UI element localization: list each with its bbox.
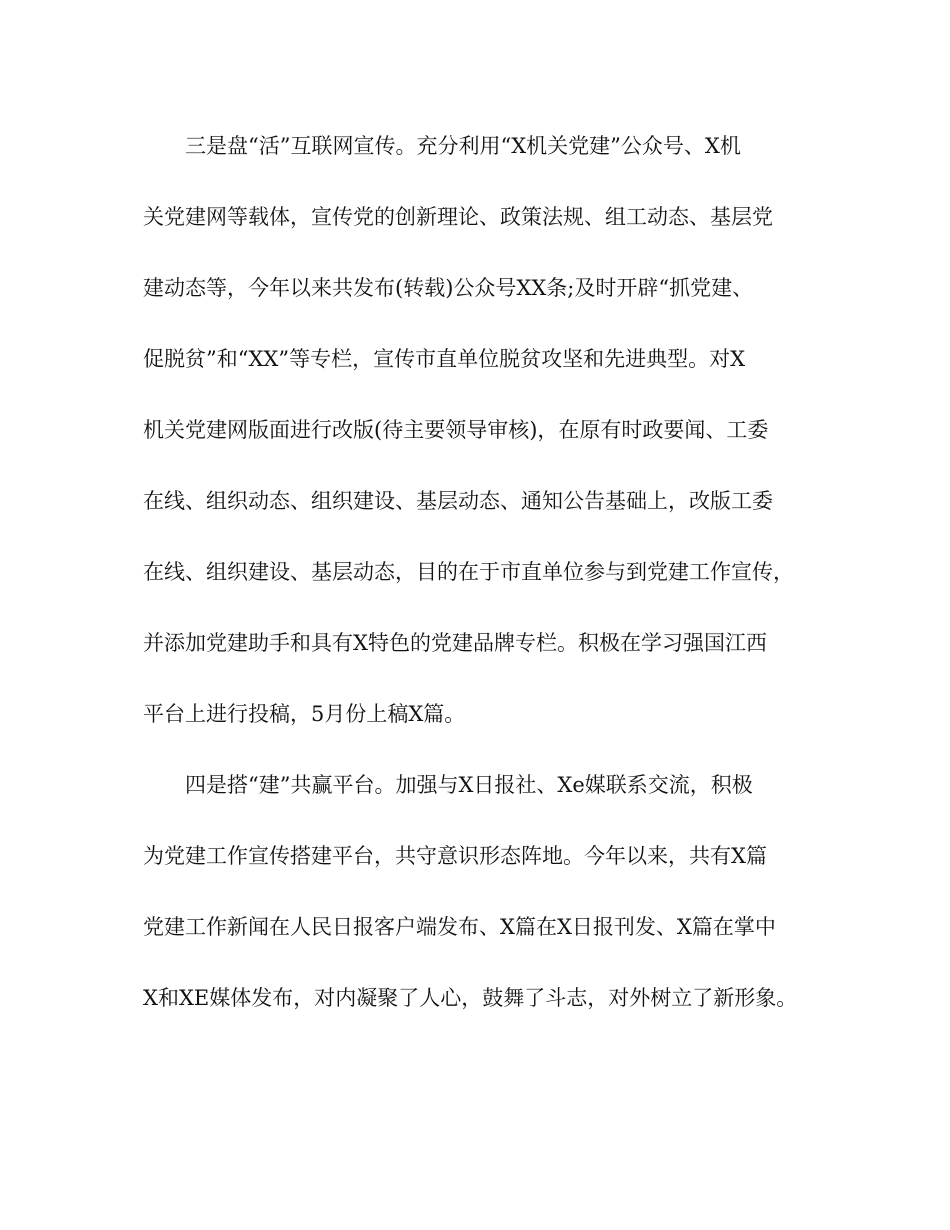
paragraph-1-line-3: 建动态等，今年以来共发布(转载)公众号XX条;及时开辟“抓党建、: [143, 276, 754, 300]
paragraph-1-line-7: 在线、组织建设、基层动态，目的在于市直单位参与到党建工作宣传，: [143, 560, 794, 584]
paragraph-1-line-6: 在线、组织动态、组织建设、基层动态、通知公告基础上，改版工委: [143, 489, 773, 513]
paragraph-1-line-8: 并添加党建助手和具有X特色的党建品牌专栏。积极在学习强国江西: [143, 631, 767, 655]
paragraph-1-line-4: 促脱贫”和“XX”等专栏，宣传市直单位脱贫攻坚和先进典型。对X: [143, 347, 746, 371]
paragraph-2-line-4: X和XE媒体发布，对内凝聚了人心，鼓舞了斗志，对外树立了新形象。: [143, 986, 798, 1010]
paragraph-2-line-3: 党建工作新闻在人民日报客户端发布、X篇在X日报刊发、X篇在掌中: [143, 915, 776, 939]
paragraph-1-line-2: 关党建网等载体，宣传党的创新理论、政策法规、组工动态、基层党: [143, 205, 773, 229]
paragraph-2-line-1: 四是搭“建”共赢平台。加强与X日报社、Xe媒联系交流，积极: [185, 773, 753, 797]
paragraph-1-line-9: 平台上进行投稿，5月份上稿X篇。: [143, 702, 466, 726]
paragraph-1-line-5: 机关党建网版面进行改版(待主要领导审核)，在原有时政要闻、工委: [143, 418, 769, 442]
paragraph-2-line-2: 为党建工作宣传搭建平台，共守意识形态阵地。今年以来，共有X篇: [143, 844, 767, 868]
paragraph-1-line-1: 三是盘“活”互联网宣传。充分利用“X机关党建”公众号、X机: [185, 134, 741, 158]
